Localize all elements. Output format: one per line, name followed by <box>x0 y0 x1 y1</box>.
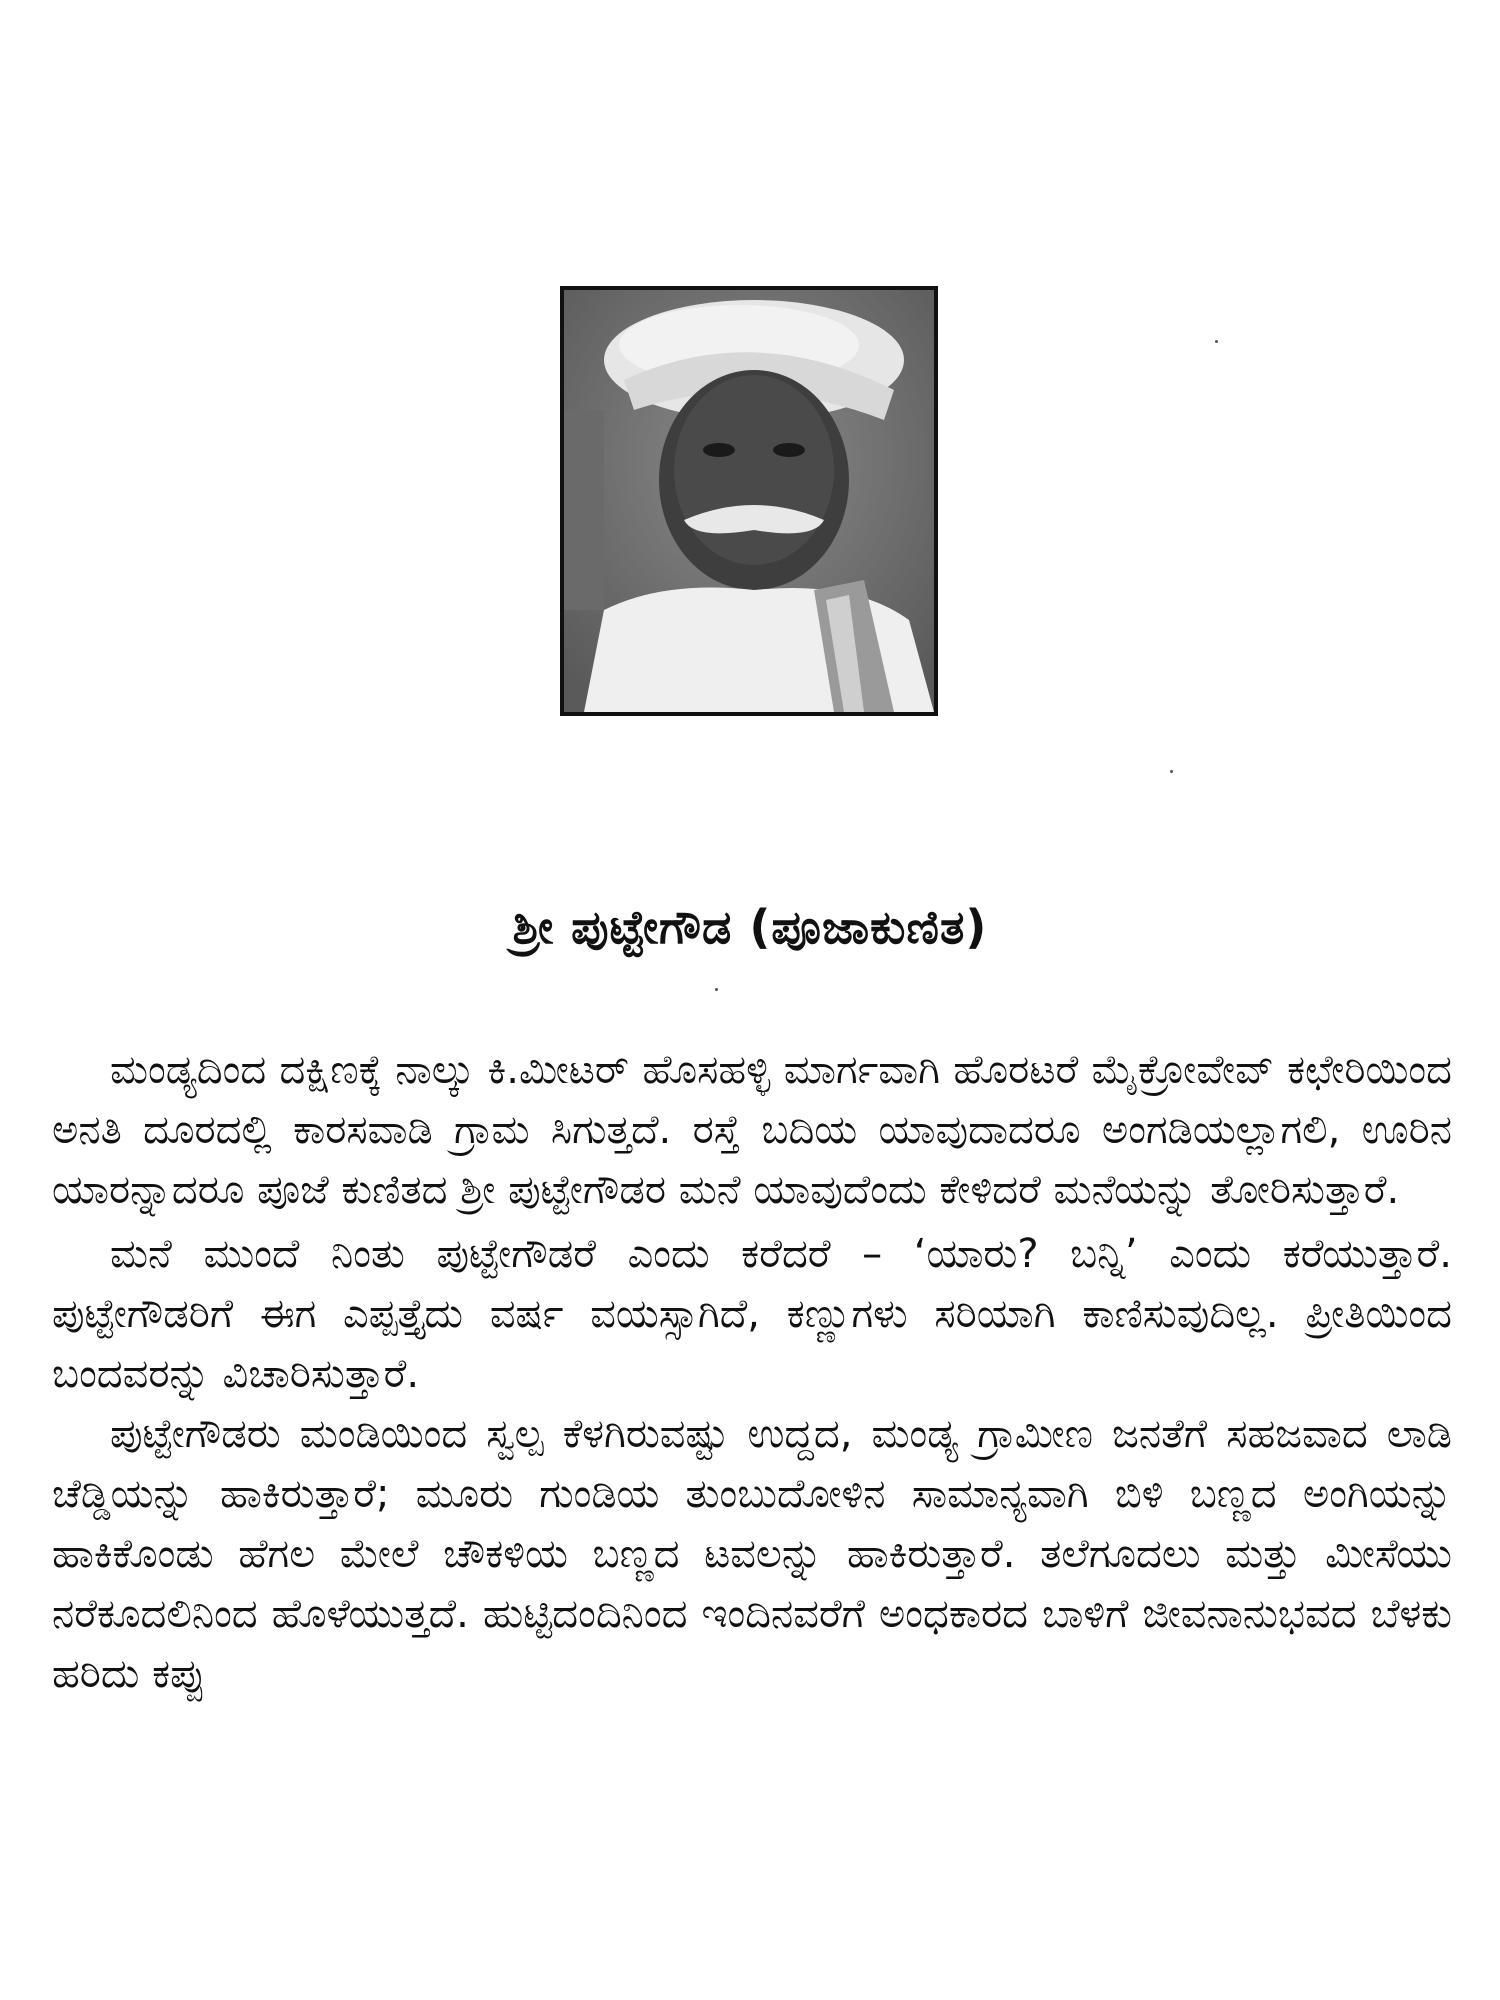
print-speck <box>1215 340 1218 343</box>
paragraph-3: ಪುಟ್ಟೇಗೌಡರು ಮಂಡಿಯಿಂದ ಸ್ವಲ್ಪ ಕೆಳಗಿರುವಷ್ಟು ಉದ್ದದ, ಮಂಡ್ಯ ಗ್ರಾಮೀಣ ಜನತೆಗೆ ಸಹಜವಾದ ಲಾಡಿ ಚೆಡ್ಡಿಯನ್ನು ಹಾಕಿರುತ್ತಾರೆ; ಮೂರು ಗುಂಡಿಯ ತುಂಬುದೋಳಿನ ಸಾಮಾನ್ಯವಾಗಿ ಬಿಳಿ ಬಣ್ಣದ ಅಂಗಿಯನ್ನು ಹಾಕಿಕೊಂಡು ಹೆಗಲ ಮೇಲೆ ಚೌಕಳಿಯ ಬಣ್ಣದ ಟವಲನ್ನು ಹಾಕಿರುತ್ತಾರೆ. ತಲೆಗೂದಲು ಮತ್ತು ಮೀಸೆಯು ನರೆಕೂದಲಿನಿಂದ ಹೊಳೆಯುತ್ತದೆ. ಹುಟ್ಟಿದಂದಿನಿಂದ ಇಂದಿನವರೆಗೆ ಅಂಧಕಾರದ ಬಾಳಿಗೆ ಜೀವನಾನುಭವದ ಬೆಳಕು ಹರಿದು ಕಪ್ಪು <box>52 1411 1452 1697</box>
print-speck <box>715 988 718 991</box>
page-title: ಶ್ರೀ ಪುಟ್ಟೇಗೌಡ (ಪೂಜಾಕುಣಿತ) <box>512 900 988 954</box>
portrait-image <box>564 290 934 712</box>
portrait-photo <box>560 286 938 716</box>
print-speck <box>1170 770 1173 773</box>
paragraph-1: ಮಂಡ್ಯದಿಂದ ದಕ್ಷಿಣಕ್ಕೆ ನಾಲ್ಕು ಕಿ.ಮೀಟರ್ ಹೊಸಹಳ್ಳಿ ಮಾರ್ಗವಾಗಿ ಹೊರಟರೆ ಮೈಕ್ರೋವೇವ್ ಕಛೇರಿಯಿಂದ ಅನತಿ ದೂರದಲ್ಲಿ ಕಾರಸವಾಡಿ ಗ್ರಾಮ ಸಿಗುತ್ತದೆ. ರಸ್ತೆ ಬದಿಯ ಯಾವುದಾದರೂ ಅಂಗಡಿಯಲ್ಲಾಗಲಿ, ಊರಿನ ಯಾರನ್ನಾದರೂ ಪೂಜೆ ಕುಣಿತದ ಶ್ರೀ ಪುಟ್ಟೇಗೌಡರ ಮನೆ ಯಾವುದೆಂದು ಕೇಳಿದರೆ ಮನೆಯನ್ನು ತೋರಿಸುತ್ತಾರೆ. <box>52 1047 1452 1213</box>
paragraph-2: ಮನೆ ಮುಂದೆ ನಿಂತು ಪುಟ್ಟೇಗೌಡರೆ ಎಂದು ಕರೆದರೆ – ‘ಯಾರು? ಬನ್ನಿ’ ಎಂದು ಕರೆಯುತ್ತಾರೆ. ಪುಟ್ಟೇಗೌಡರಿಗೆ ಈಗ ಎಪ್ಪತ್ತೈದು ವರ್ಷ ವಯಸ್ಸಾಗಿದೆ, ಕಣ್ಣುಗಳು ಸರಿಯಾಗಿ ಕಾಣಿಸುವುದಿಲ್ಲ. ಪ್ರೀತಿಯಿಂದ ಬಂದವರನ್ನು ವಿಚಾರಿಸುತ್ತಾರೆ. <box>52 1231 1452 1397</box>
body-text <box>52 1040 1452 1704</box>
